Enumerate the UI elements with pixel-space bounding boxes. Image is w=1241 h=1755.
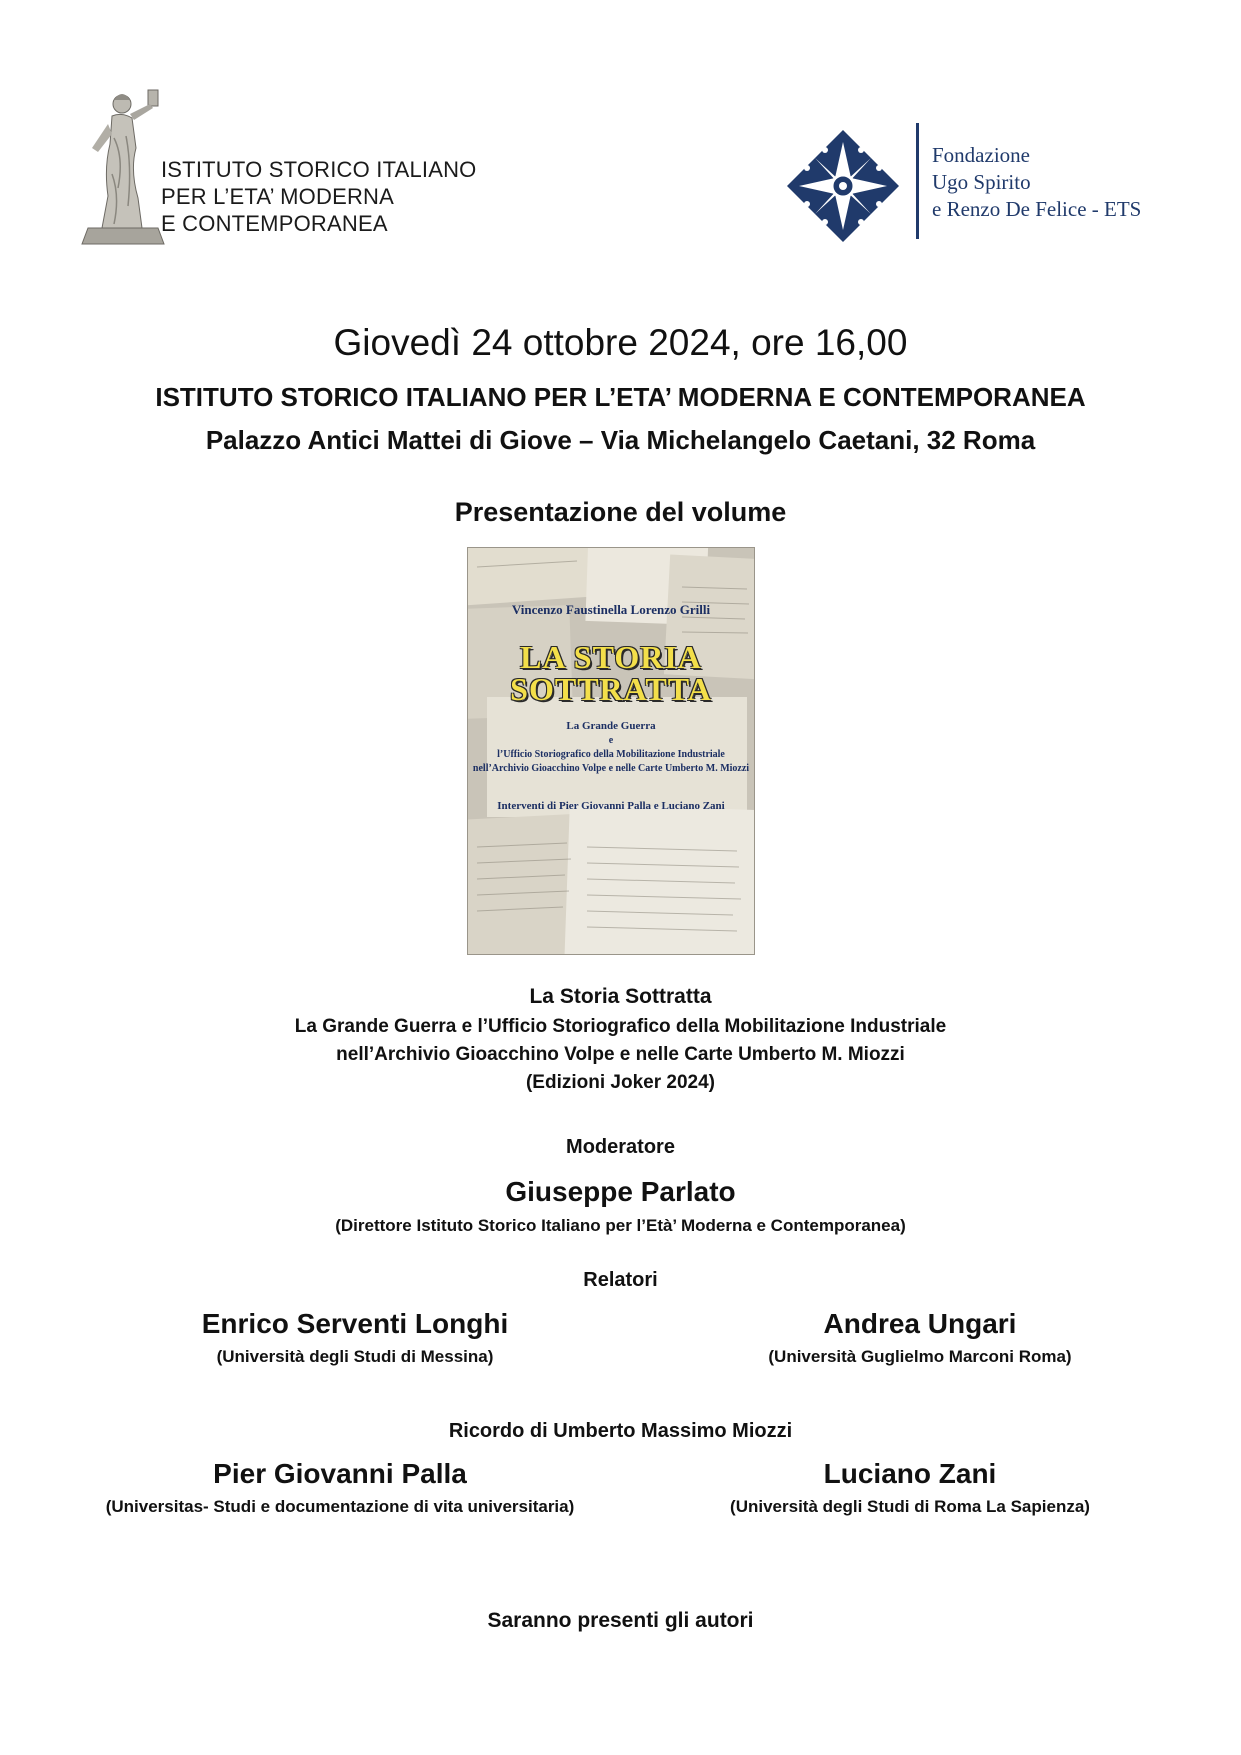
foundation-name-line: Ugo Spirito — [932, 170, 1031, 194]
cover-contributors: Interventi di Pier Giovanni Palla e Luciano Zani — [497, 800, 725, 812]
memory-label: Ricordo di Umberto Massimo Miozzi — [448, 1420, 793, 1442]
institute-name-line: PER L’ETA’ MODERNA — [161, 184, 395, 209]
speakers-label: Relatori — [583, 1269, 658, 1291]
cover-authors: Vincenzo Faustinella Lorenzo Grilli — [511, 602, 711, 617]
memory-speaker-affiliation: (Universitas- Studi e documentazione di vita universitaria) — [105, 1497, 575, 1516]
institute-name-line: E CONTEMPORANEA — [161, 211, 388, 236]
compass-star-icon — [785, 128, 901, 244]
foundation-logo — [785, 120, 1185, 242]
moderator-name: Giuseppe Parlato — [505, 1176, 736, 1207]
book-subtitle: nell’Archivio Gioacchino Volpe e nelle Carte Umberto M. Miozzi — [336, 1044, 905, 1065]
memory-speaker-name: Pier Giovanni Palla — [213, 1458, 467, 1489]
cover-title-line: LA STORIA — [520, 639, 702, 675]
book-subtitle: La Grande Guerra e l’Ufficio Storiografico della Mobilitazione Industriale — [294, 1016, 947, 1037]
speaker-name: Andrea Ungari — [823, 1308, 1017, 1339]
memory-speaker-affiliation: (Università degli Studi di Roma La Sapienza) — [730, 1497, 1090, 1516]
speaker-name: Enrico Serventi Longhi — [201, 1308, 509, 1339]
cover-subtitle: La Grande Guerra — [566, 720, 656, 732]
book-cover-image — [467, 547, 755, 955]
event-address: Palazzo Antici Mattei di Giove – Via Michelangelo Caetani, 32 Roma — [205, 425, 1036, 455]
moderator-label: Moderatore — [566, 1136, 675, 1158]
cover-subtitle: l’Ufficio Storiografico della Mobilitazione Industriale — [497, 749, 725, 760]
presentation-label: Presentazione del volume — [454, 497, 787, 527]
logo-divider — [916, 123, 919, 239]
memory-speaker — [60, 1458, 620, 1517]
foundation-name — [932, 142, 1141, 223]
memory-speaker-name: Luciano Zani — [823, 1458, 997, 1489]
foundation-name-line: Fondazione — [932, 143, 1030, 167]
speaker-affiliation: (Università degli Studi di Messina) — [216, 1347, 494, 1366]
speaker — [160, 1308, 550, 1367]
cover-subtitle: nell’Archivio Gioacchino Volpe e nelle Carte Umberto M. Miozzi — [472, 763, 750, 774]
book-title: La Storia Sottratta — [529, 985, 712, 1008]
event-venue: ISTITUTO STORICO ITALIANO PER L’ETA’ MODERNA E CONTEMPORANEA — [155, 382, 1086, 412]
closing-note: Saranno presenti gli autori — [487, 1609, 754, 1632]
institute-name — [161, 156, 476, 237]
memory-speaker — [690, 1458, 1130, 1517]
institute-logo — [78, 78, 478, 248]
statue-icon — [78, 78, 168, 248]
event-date-time: Giovedì 24 ottobre 2024, ore 16,00 — [333, 322, 908, 363]
speaker-affiliation: (Università Guglielmo Marconi Roma) — [768, 1347, 1072, 1366]
foundation-name-line: e Renzo De Felice - ETS — [932, 197, 1142, 221]
speaker — [720, 1308, 1120, 1367]
moderator-role: (Direttore Istituto Storico Italiano per l’Età’ Moderna e Contemporanea) — [335, 1216, 906, 1235]
cover-subtitle: e — [608, 735, 614, 746]
cover-title-line: SOTTRATTA — [510, 671, 712, 707]
institute-name-line: ISTITUTO STORICO ITALIANO — [161, 157, 477, 182]
book-publisher: (Edizioni Joker 2024) — [525, 1072, 715, 1093]
